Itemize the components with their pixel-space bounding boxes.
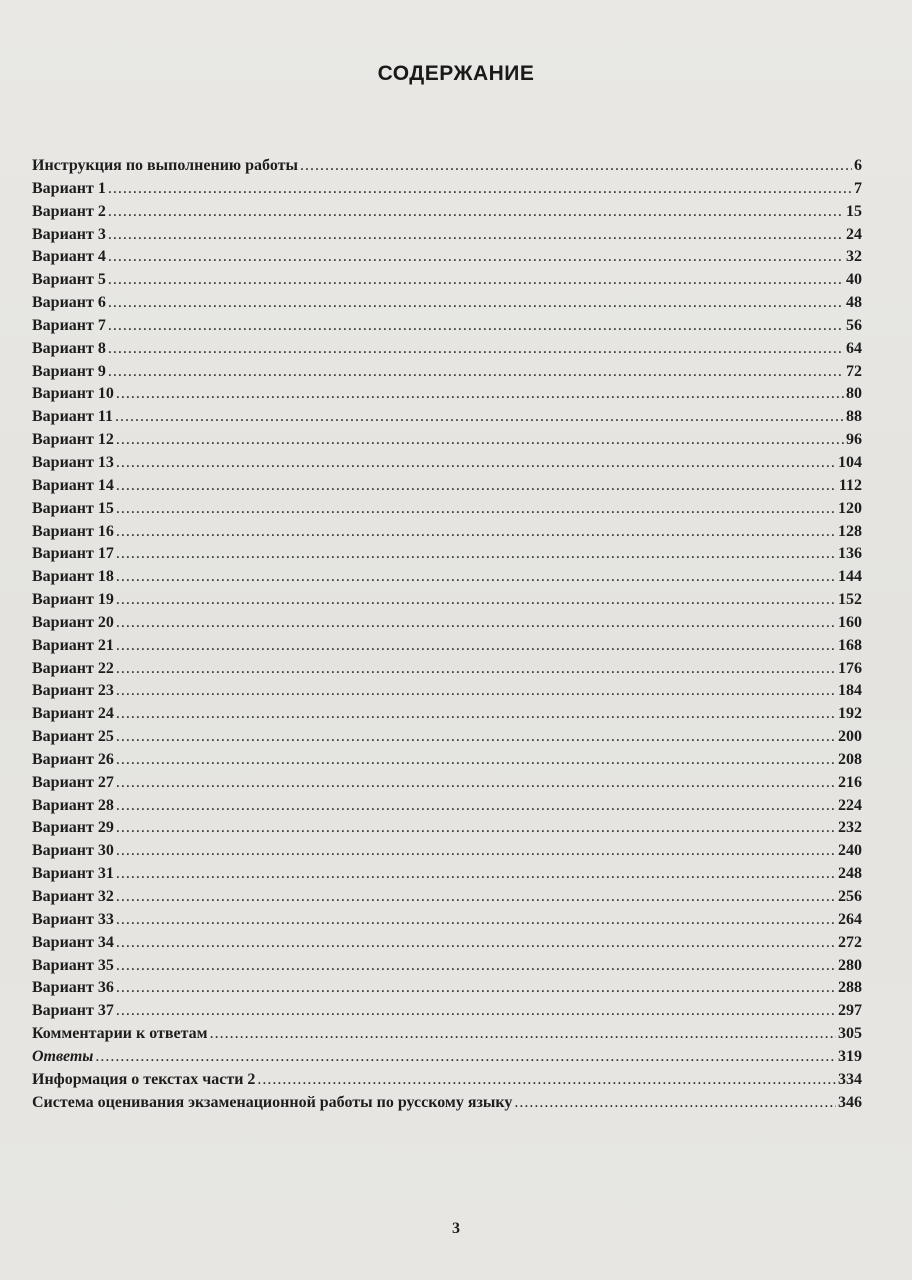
toc-entry-page-number: 256 <box>838 888 862 905</box>
toc-entry-page-number: 15 <box>846 202 862 220</box>
toc-dot-leader <box>116 429 844 452</box>
toc-entry-page-number: 319 <box>838 1047 862 1065</box>
toc-entry <box>32 840 862 863</box>
toc-entry-page-number: 216 <box>838 773 862 791</box>
toc-dot-leader <box>116 383 844 406</box>
toc-entry-page-number: 128 <box>838 522 862 540</box>
toc-entry-label: Вариант 31 <box>32 865 114 883</box>
toc-entry-page-number: 176 <box>838 659 862 677</box>
toc-dot-leader <box>108 224 844 247</box>
toc-entry-page-number: 40 <box>846 271 862 289</box>
toc-dot-leader <box>116 840 836 863</box>
toc-entry-label: Вариант 18 <box>32 568 114 586</box>
toc-entry-page-number: 240 <box>838 842 862 860</box>
toc-entry <box>32 1092 862 1115</box>
toc-entry <box>32 749 862 772</box>
toc-entry-page-number: 144 <box>838 568 862 586</box>
toc-entry <box>32 635 862 658</box>
table-of-contents <box>32 155 862 1114</box>
toc-entry-label: Вариант 19 <box>32 591 114 609</box>
toc-dot-leader <box>108 178 852 201</box>
toc-entry-label: Вариант 13 <box>32 453 114 471</box>
toc-entry <box>32 452 862 475</box>
toc-entry-label: Система оценивания экзаменационной работы по русскому языку <box>32 1093 513 1111</box>
toc-entry <box>32 817 862 840</box>
toc-entry <box>32 224 862 247</box>
toc-entry-page-number: 152 <box>838 591 862 609</box>
toc-dot-leader <box>116 795 836 818</box>
toc-entry-label: Вариант 20 <box>32 613 114 631</box>
toc-entry <box>32 292 862 315</box>
toc-dot-leader <box>116 909 836 932</box>
toc-entry <box>32 566 862 589</box>
toc-dot-leader <box>514 1092 836 1115</box>
toc-entry-page-number: 288 <box>838 979 862 997</box>
toc-dot-leader <box>108 201 844 224</box>
toc-entry-page-number: 80 <box>846 385 862 403</box>
toc-entry-page-number: 32 <box>846 248 862 266</box>
toc-entry-label: Вариант 6 <box>32 294 106 312</box>
toc-entry-label: Вариант 36 <box>32 979 114 997</box>
toc-dot-leader <box>116 955 836 978</box>
toc-entry-page-number: 305 <box>838 1025 862 1043</box>
toc-dot-leader <box>257 1069 836 1092</box>
toc-dot-leader <box>116 1000 836 1023</box>
toc-entry <box>32 680 862 703</box>
toc-entry-page-number: 272 <box>838 933 862 951</box>
toc-entry-page-number: 184 <box>838 682 862 700</box>
toc-dot-leader <box>116 772 836 795</box>
toc-entry-page-number: 208 <box>838 750 862 768</box>
toc-dot-leader <box>116 886 836 909</box>
toc-dot-leader <box>108 246 844 269</box>
toc-entry-page-number: 248 <box>838 865 862 883</box>
toc-entry <box>32 543 862 566</box>
toc-dot-leader <box>116 703 836 726</box>
toc-entry <box>32 772 862 795</box>
toc-entry <box>32 361 862 384</box>
toc-entry-label: Вариант 8 <box>32 339 106 357</box>
toc-entry <box>32 955 862 978</box>
toc-dot-leader <box>116 521 836 544</box>
toc-entry-page-number: 120 <box>838 499 862 517</box>
toc-entry <box>32 269 862 292</box>
toc-entry-page-number: 64 <box>846 339 862 357</box>
toc-entry-page-number: 297 <box>838 1002 862 1020</box>
toc-entry <box>32 1046 862 1069</box>
toc-entry-label: Вариант 1 <box>32 179 106 197</box>
toc-entry <box>32 1069 862 1092</box>
toc-entry-label: Вариант 29 <box>32 819 114 837</box>
toc-dot-leader <box>116 566 836 589</box>
toc-entry-label: Вариант 9 <box>32 362 106 380</box>
toc-entry-label: Вариант 22 <box>32 659 114 677</box>
toc-dot-leader <box>108 269 844 292</box>
toc-dot-leader <box>108 315 844 338</box>
toc-entry-label: Вариант 15 <box>32 499 114 517</box>
toc-dot-leader <box>108 292 844 315</box>
toc-entry-page-number: 346 <box>838 1093 862 1111</box>
toc-entry-label: Вариант 26 <box>32 750 114 768</box>
toc-entry-label: Вариант 28 <box>32 796 114 814</box>
toc-dot-leader <box>116 658 836 681</box>
toc-entry-page-number: 264 <box>838 910 862 928</box>
toc-dot-leader <box>116 475 837 498</box>
toc-dot-leader <box>116 817 836 840</box>
toc-entry-label: Ответы <box>32 1047 94 1065</box>
toc-entry <box>32 429 862 452</box>
toc-dot-leader <box>116 863 836 886</box>
toc-entry-label: Вариант 3 <box>32 225 106 243</box>
toc-entry-label: Вариант 24 <box>32 705 114 723</box>
toc-entry-label: Вариант 32 <box>32 888 114 905</box>
toc-entry <box>32 932 862 955</box>
toc-dot-leader <box>95 1046 836 1069</box>
toc-entry-label: Вариант 23 <box>32 682 114 700</box>
toc-entry <box>32 338 862 361</box>
toc-entry-page-number: 224 <box>838 796 862 814</box>
toc-dot-leader <box>116 635 836 658</box>
toc-entry <box>32 589 862 612</box>
toc-entry <box>32 178 862 201</box>
toc-entry-label: Вариант 35 <box>32 956 114 974</box>
toc-entry-page-number: 160 <box>838 613 862 631</box>
toc-dot-leader <box>116 977 836 1000</box>
toc-dot-leader <box>116 726 836 749</box>
toc-entry <box>32 201 862 224</box>
toc-entry-label: Вариант 7 <box>32 316 106 334</box>
toc-entry-label: Вариант 12 <box>32 431 114 449</box>
toc-entry <box>32 1023 862 1046</box>
toc-entry-page-number: 200 <box>838 728 862 746</box>
toc-entry-page-number: 6 <box>854 157 862 174</box>
toc-dot-leader <box>116 612 836 635</box>
toc-entry <box>32 909 862 932</box>
toc-entry-label: Вариант 14 <box>32 476 114 494</box>
toc-entry-page-number: 112 <box>838 476 862 494</box>
toc-entry <box>32 977 862 1000</box>
toc-entry-page-number: 48 <box>846 294 862 312</box>
toc-entry-page-number: 136 <box>838 545 862 563</box>
toc-entry <box>32 498 862 521</box>
toc-entry-label: Вариант 25 <box>32 728 114 746</box>
toc-entry-page-number: 104 <box>838 453 862 471</box>
toc-entry <box>32 155 862 178</box>
toc-entry-label: Комментарии к ответам <box>32 1025 208 1043</box>
toc-dot-leader <box>116 452 836 475</box>
toc-entry-label: Вариант 33 <box>32 910 114 928</box>
toc-entry-page-number: 96 <box>846 431 862 449</box>
toc-dot-leader <box>116 589 836 612</box>
toc-entry-page-number: 7 <box>854 179 862 197</box>
toc-dot-leader <box>116 932 836 955</box>
toc-entry <box>32 246 862 269</box>
toc-dot-leader <box>116 498 836 521</box>
toc-entry-label: Вариант 37 <box>32 1002 114 1020</box>
toc-entry-page-number: 56 <box>846 316 862 334</box>
toc-entry-page-number: 280 <box>838 956 862 974</box>
toc-entry-page-number: 168 <box>838 636 862 654</box>
toc-dot-leader <box>210 1023 836 1046</box>
toc-entry-page-number: 24 <box>846 225 862 243</box>
toc-dot-leader <box>300 155 852 178</box>
toc-entry-label: Вариант 5 <box>32 271 106 289</box>
page-title: СОДЕРЖАНИЕ <box>377 62 535 85</box>
toc-entry <box>32 726 862 749</box>
toc-entry-label: Вариант 11 <box>32 408 113 426</box>
toc-entry <box>32 383 862 406</box>
toc-entry-page-number: 192 <box>838 705 862 723</box>
toc-entry <box>32 315 862 338</box>
toc-dot-leader <box>116 543 836 566</box>
toc-entry-page-number: 334 <box>838 1070 862 1088</box>
toc-entry-page-number: 232 <box>838 819 862 837</box>
toc-entry-page-number: 72 <box>846 362 862 380</box>
toc-entry-label: Инструкция по выполнению работы <box>32 157 298 174</box>
toc-entry <box>32 863 862 886</box>
toc-entry <box>32 795 862 818</box>
toc-entry-label: Вариант 10 <box>32 385 114 403</box>
toc-entry-label: Вариант 27 <box>32 773 114 791</box>
toc-entry-label: Вариант 4 <box>32 248 106 266</box>
toc-dot-leader <box>116 680 836 703</box>
toc-entry-label: Вариант 17 <box>32 545 114 563</box>
toc-entry <box>32 612 862 635</box>
toc-entry <box>32 886 862 909</box>
page-number: 3 <box>452 1220 460 1237</box>
toc-entry <box>32 475 862 498</box>
toc-entry-label: Вариант 21 <box>32 636 114 654</box>
toc-dot-leader <box>108 338 844 361</box>
toc-entry-page-number: 88 <box>846 408 862 426</box>
toc-entry <box>32 703 862 726</box>
toc-entry-label: Вариант 16 <box>32 522 114 540</box>
toc-entry <box>32 658 862 681</box>
toc-entry <box>32 521 862 544</box>
toc-entry-label: Вариант 34 <box>32 933 114 951</box>
toc-entry-label: Информация о текстах части 2 <box>32 1070 256 1088</box>
toc-entry <box>32 1000 862 1023</box>
toc-entry <box>32 406 862 429</box>
toc-dot-leader <box>108 361 844 384</box>
toc-entry-label: Вариант 30 <box>32 842 114 860</box>
toc-dot-leader <box>116 749 836 772</box>
toc-dot-leader <box>115 406 844 429</box>
toc-entry-label: Вариант 2 <box>32 202 106 220</box>
